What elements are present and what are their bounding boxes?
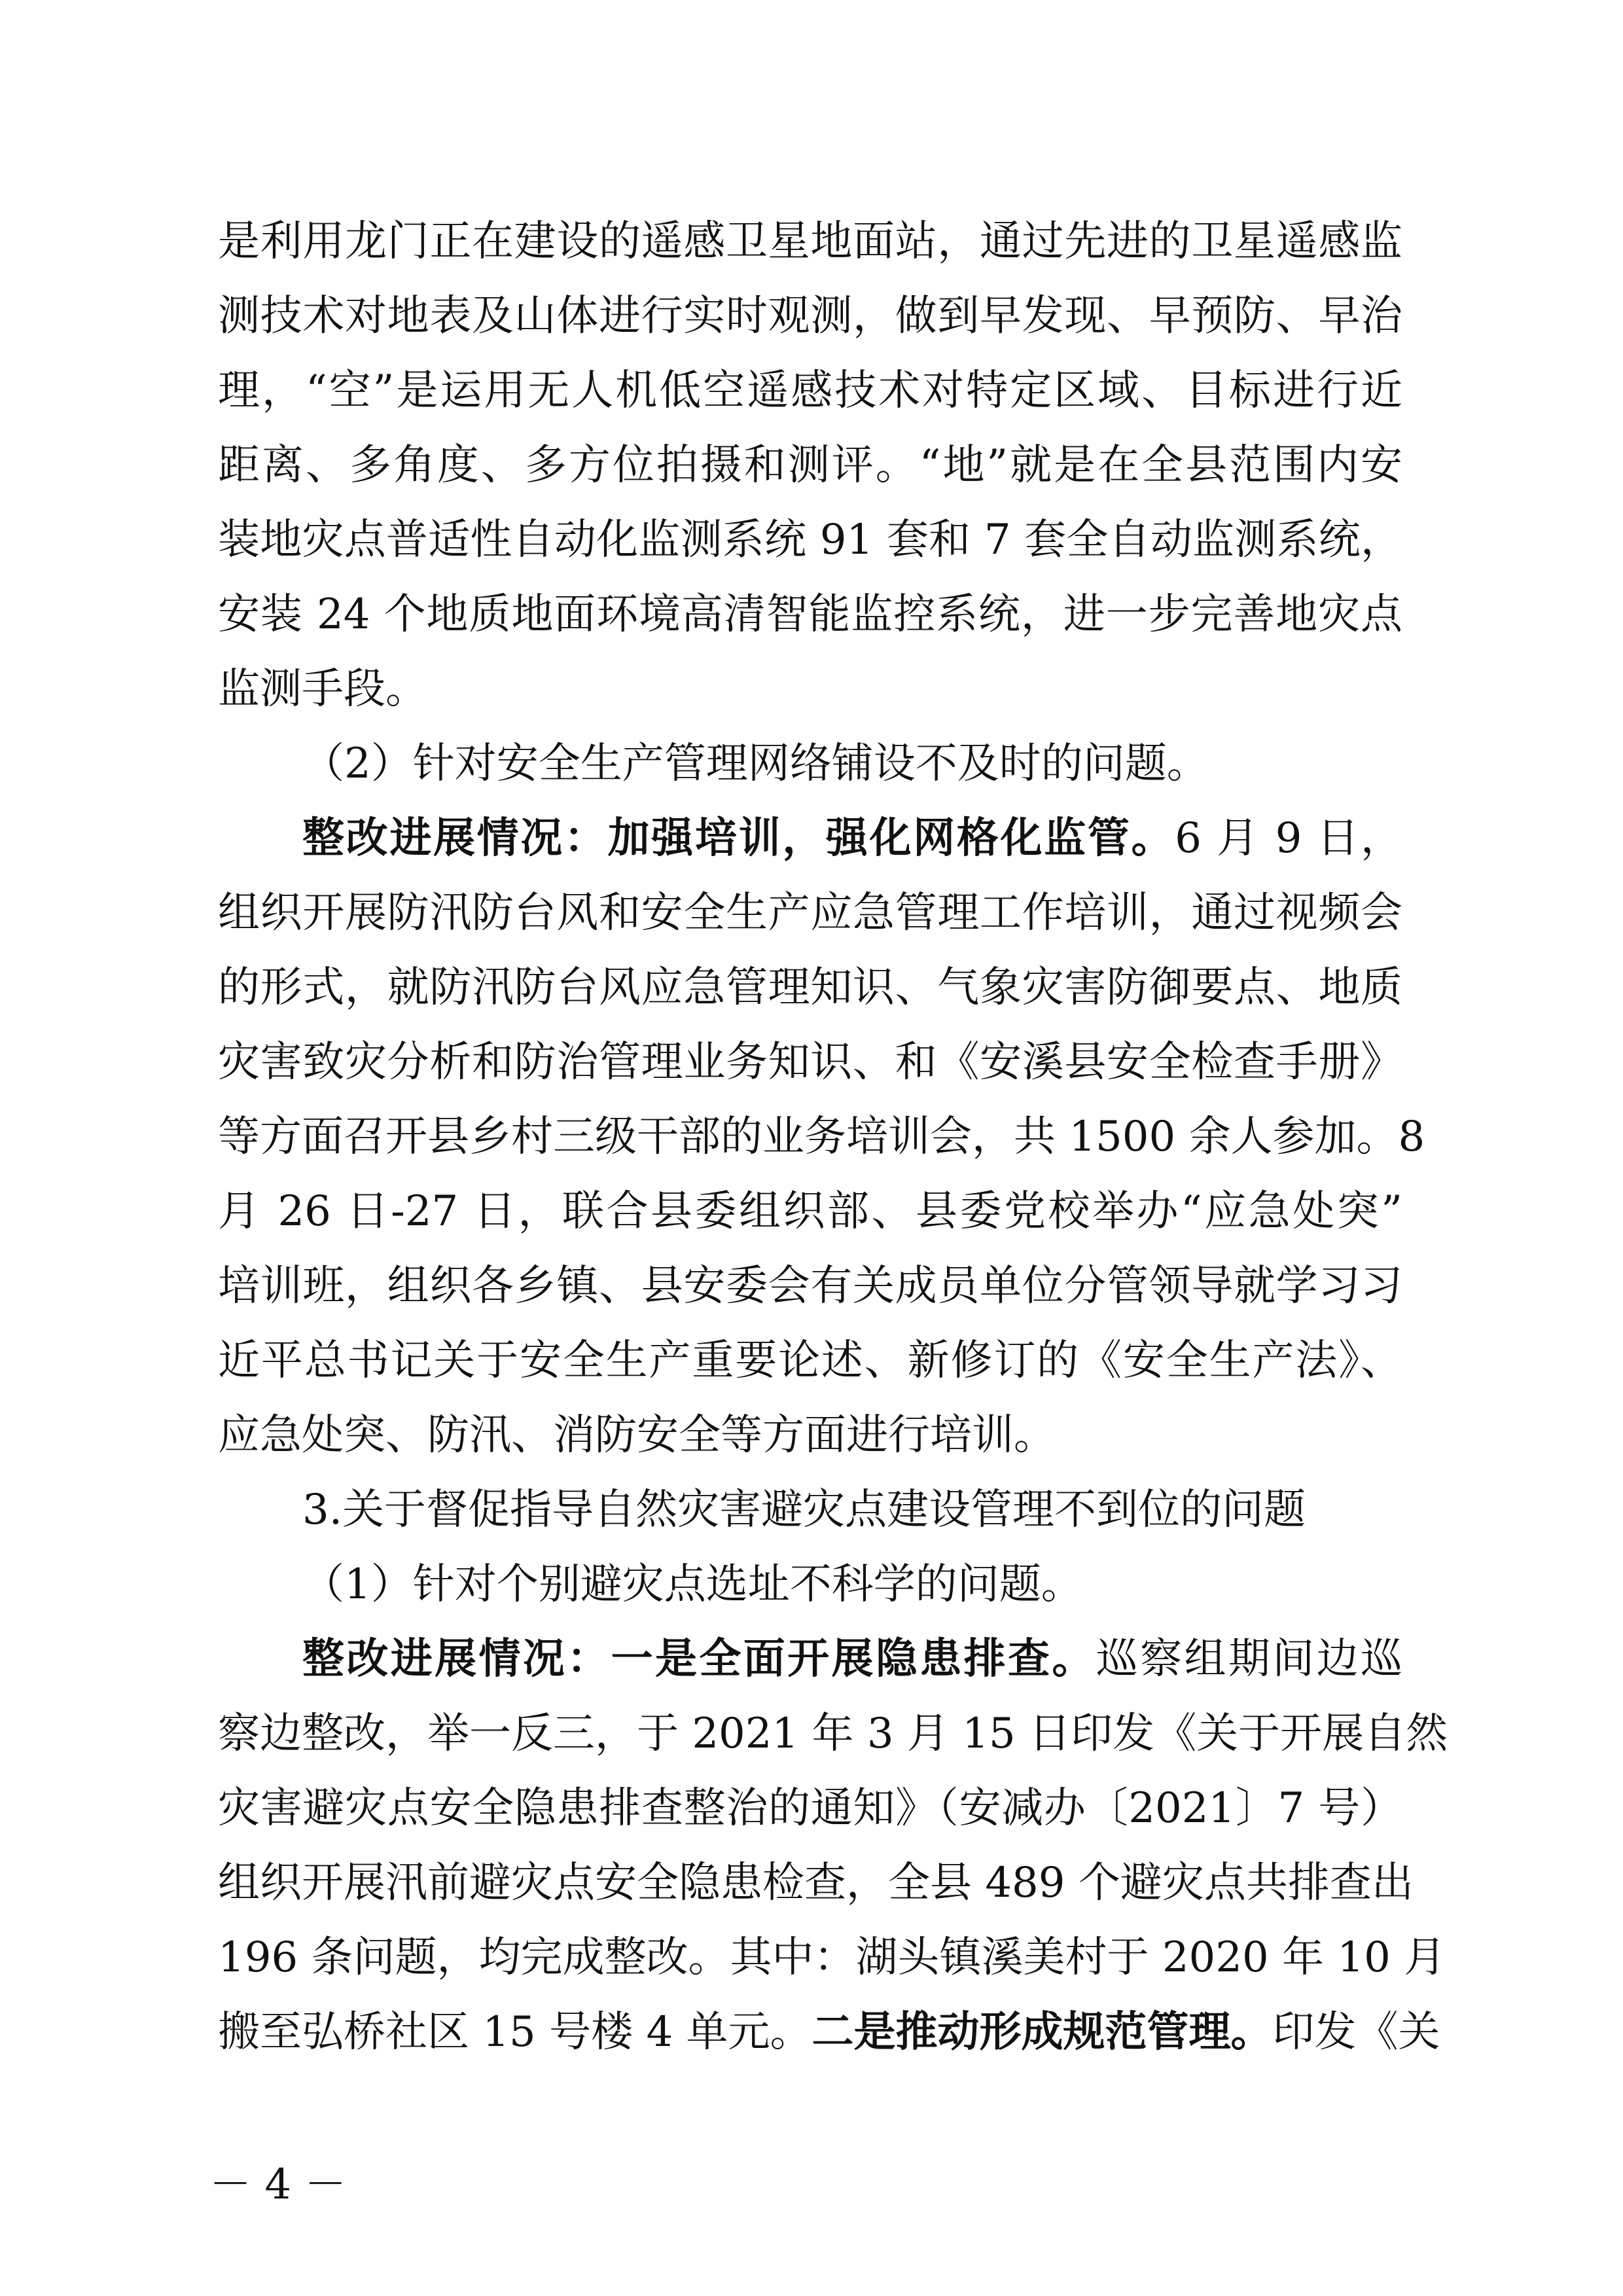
body-line: 灾害致灾分析和防治管理业务知识、和《安溪县安全检查手册》 (218, 1038, 1402, 1086)
rectification-rest: 6 月 9 日， (1175, 814, 1403, 863)
subsection-heading: （1）针对个别避灾点选址不科学的问题。 (302, 1560, 1083, 1609)
body-line: 的形式，就防汛防台风应急管理知识、气象灾害防御要点、地质 (218, 963, 1402, 1012)
bold-lead: 二是推动形成规范管理。 (812, 2007, 1273, 2056)
body-text: 印发《关 (1272, 2008, 1440, 2056)
body-line: 培训班，组织各乡镇、县安委会有关成员单位分管领导就学习习 (218, 1262, 1402, 1310)
body-line: 装地灾点普适性自动化监测系统 91 套和 7 套全自动监测系统， (218, 516, 1402, 564)
body-line: 近平总书记关于安全生产重要论述、新修订的《安全生产法》、 (218, 1336, 1402, 1385)
body-line: 察边整改，举一反三，于 2021 年 3 月 15 日印发《关于开展自然 (218, 1710, 1448, 1758)
body-line: 应急处突、防汛、消防安全等方面进行培训。 (218, 1411, 1056, 1460)
page-number: － 4 － (209, 2161, 347, 2209)
body-line: 灾害避灾点安全隐患排查整治的通知》（安减办〔2021〕7 号） (218, 1784, 1402, 1833)
section-heading: （2）针对安全生产管理网络铺设不及时的问题。 (302, 740, 1209, 788)
body-line: 组织开展汛前避灾点安全隐患检查，全县 489 个避灾点共排查出 (218, 1859, 1414, 1907)
body-line: 196 条问题，均完成整改。其中：湖头镇溪美村于 2020 年 10 月 (218, 1933, 1446, 1982)
body-line: 理，“空”是运用无人机低空遥感技术对特定区域、目标进行近 (218, 367, 1402, 415)
body-line: 月 26 日-27 日，联合县委组织部、县委党校举办“应急处突” (218, 1187, 1402, 1236)
body-line (218, 2001, 1440, 2064)
body-line: 安装 24 个地质地面环境高清智能监控系统，进一步完善地灾点 (218, 590, 1402, 639)
body-line: 监测手段。 (218, 665, 427, 713)
rectification-lead: 整改进展情况：加强培训，强化网格化监管。 (302, 814, 1175, 863)
body-line: 等方面召开县乡村三级干部的业务培训会，共 1500 余人参加。8 (218, 1113, 1425, 1161)
body-text: 搬至弘桥社区 15 号楼 4 单元。 (218, 2008, 812, 2056)
section-heading: 3.关于督促指导自然灾害避灾点建设管理不到位的问题 (302, 1486, 1306, 1534)
rectification-rest: 巡察组期间边巡 (1096, 1635, 1402, 1683)
rectification-line (302, 1628, 1402, 1691)
body-line: 距离、多角度、多方位拍摄和测评。“地”就是在全县范围内安 (218, 441, 1402, 490)
rectification-line (302, 807, 1402, 870)
rectification-lead: 整改进展情况：一是全面开展隐患排查。 (302, 1634, 1096, 1683)
body-line: 测技术对地表及山体进行实时观测，做到早发现、早预防、早治 (218, 292, 1402, 340)
body-line: 是利用龙门正在建设的遥感卫星地面站，通过先进的卫星遥感监 (218, 217, 1402, 266)
body-line: 组织开展防汛防台风和安全生产应急管理工作培训，通过视频会 (218, 889, 1402, 937)
